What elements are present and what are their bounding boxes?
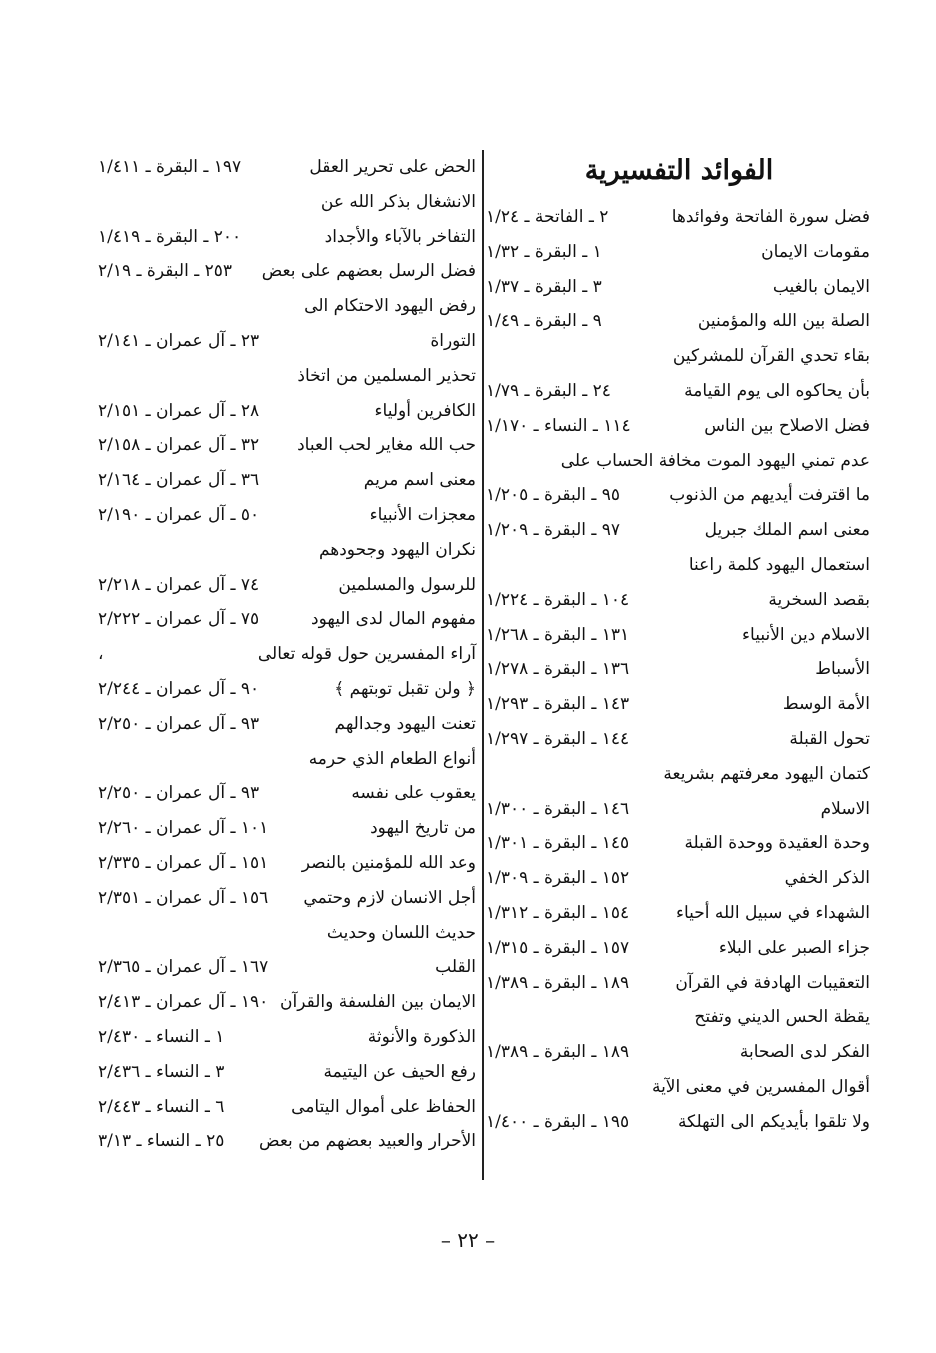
index-entry bbox=[96, 498, 480, 533]
column-divider bbox=[482, 150, 484, 1180]
entry-reference: ٣ ـ النساء ـ ٢/٤٣٦ bbox=[98, 1061, 225, 1082]
index-entry bbox=[484, 1000, 874, 1035]
entry-reference: ١ ـ النساء ـ ٢/٤٣٠ bbox=[98, 1026, 225, 1047]
index-entry bbox=[96, 394, 480, 429]
entry-reference: ١١٤ ـ النساء ـ ١/١٧٠ bbox=[486, 415, 631, 436]
entry-topic: مقومات الايمان bbox=[761, 241, 870, 262]
index-entry bbox=[484, 826, 874, 861]
entry-topic: استعمال اليهود كلمة راعنا bbox=[688, 554, 870, 575]
entry-reference: ١٠١ ـ آل عمران ـ ٢/٢٦٠ bbox=[98, 818, 269, 839]
entry-reference: ١٥٤ ـ البقرة ـ ١/٣١٢ bbox=[486, 902, 630, 923]
entry-topic: القلب bbox=[435, 957, 476, 978]
entry-topic: الأسباط bbox=[815, 659, 870, 680]
entry-reference: ٩ ـ البقرة ـ ١/٤٩ bbox=[486, 311, 602, 332]
index-entry bbox=[484, 513, 874, 548]
entry-topic: الصلة بين الله والمؤمنين bbox=[697, 311, 870, 332]
entry-reference: ٩٣ ـ آل عمران ـ ٢/٢٥٠ bbox=[98, 713, 260, 734]
entry-reference: ٦ ـ النساء ـ ٢/٤٤٣ bbox=[98, 1096, 225, 1117]
entry-reference: ٥٠ ـ آل عمران ـ ٢/١٩٠ bbox=[98, 504, 260, 525]
entry-topic: نكران اليهود وجحودهم bbox=[318, 539, 476, 560]
entry-topic: وعد الله للمؤمنين بالنصر bbox=[301, 852, 476, 873]
index-entry bbox=[484, 304, 874, 339]
entry-topic: الشهداء في سبيل الله أحياء bbox=[675, 902, 870, 923]
entry-reference: ٩٥ ـ البقرة ـ ١/٢٠٥ bbox=[486, 485, 621, 506]
index-entry bbox=[484, 792, 874, 827]
index-entry bbox=[96, 776, 480, 811]
index-entry bbox=[96, 254, 480, 289]
entry-reference: ١٦٧ ـ آل عمران ـ ٢/٣٦٥ bbox=[98, 957, 269, 978]
entry-topic: أجل الانسان لازم وحتمي bbox=[303, 887, 476, 908]
entry-reference: ١٤٤ ـ البقرة ـ ١/٢٩٧ bbox=[486, 728, 630, 749]
entry-reference: ١٣٦ ـ البقرة ـ ١/٢٧٨ bbox=[486, 659, 630, 680]
entry-topic: الذكورة والأنوثة bbox=[367, 1026, 476, 1047]
entry-topic: فضل سورة الفاتحة وفوائدها bbox=[671, 207, 870, 227]
index-entry bbox=[96, 602, 480, 637]
entry-topic: تحذير المسلمين من اتخاذ bbox=[297, 365, 476, 386]
entry-topic: آراء المفسرين حول قوله تعالى bbox=[257, 644, 476, 665]
index-entry bbox=[96, 811, 480, 846]
entry-topic: بقصد السخرية bbox=[768, 589, 870, 610]
index-entry bbox=[484, 861, 874, 896]
entry-topic: الايمان بين الفلسفة والقرآن bbox=[280, 992, 476, 1013]
entry-topic: الأحرار والعبيد بعضهم من بعض bbox=[259, 1131, 476, 1152]
entry-reference: ٩٧ ـ البقرة ـ ١/٢٠٩ bbox=[486, 520, 621, 541]
index-entry bbox=[96, 881, 480, 916]
index-entry bbox=[484, 339, 874, 374]
right-column bbox=[484, 150, 874, 1140]
entry-reference: ٧٤ ـ آل عمران ـ ٢/٢١٨ bbox=[98, 574, 260, 595]
entry-reference: ١٣١ ـ البقرة ـ ١/٢٦٨ bbox=[486, 624, 630, 645]
entry-topic: الذكر الخفي bbox=[784, 868, 870, 889]
entry-topic: الايمان بالغيب bbox=[772, 276, 870, 297]
index-entry bbox=[96, 672, 480, 707]
entry-reference: ٣ ـ البقرة ـ ١/٣٧ bbox=[486, 276, 602, 297]
entry-topic: فضل الرسل بعضهم على بعض bbox=[261, 261, 476, 282]
index-entry bbox=[484, 1070, 874, 1105]
index-entry bbox=[484, 478, 874, 513]
index-entry bbox=[96, 637, 480, 672]
index-entry bbox=[484, 444, 874, 479]
entry-topic: وحدة العقيدة ووحدة القبلة bbox=[684, 833, 870, 854]
entry-reference: ١٨٩ ـ البقرة ـ ١/٣٨٩ bbox=[486, 1042, 630, 1063]
entry-topic: أقوال المفسرين في معنى الآية bbox=[651, 1076, 870, 1097]
entry-reference: ، bbox=[98, 644, 104, 665]
index-entry bbox=[96, 742, 480, 777]
index-entry bbox=[96, 324, 480, 359]
entry-reference: ٣٢ ـ آل عمران ـ ٢/١٥٨ bbox=[98, 435, 260, 456]
entry-reference: ١٥١ ـ آل عمران ـ ٢/٣٣٥ bbox=[98, 852, 269, 873]
entry-topic: ﴿ ولن تقبل توبتهم ﴾ bbox=[334, 678, 476, 699]
entry-reference: ١ ـ البقرة ـ ١/٣٢ bbox=[486, 241, 602, 262]
index-entry bbox=[96, 1124, 480, 1159]
entry-topic: تحول القبلة bbox=[789, 728, 870, 749]
entry-topic: كتمان اليهود معرفتهم بشريعة bbox=[663, 763, 870, 784]
entry-topic: بأن يحاكوه الى يوم القيامة bbox=[684, 380, 870, 401]
index-entry bbox=[96, 985, 480, 1020]
index-entry bbox=[484, 652, 874, 687]
entry-topic: ما اقترفت أيديهم من الذنوب bbox=[669, 485, 870, 506]
index-entry bbox=[96, 1090, 480, 1125]
entry-topic: حب الله مغاير لحب العباد bbox=[297, 435, 476, 456]
entry-topic: التوراة bbox=[430, 330, 476, 351]
index-entry bbox=[484, 896, 874, 931]
entry-topic: رفع الحيف عن اليتيمة bbox=[323, 1061, 476, 1082]
index-entry bbox=[96, 950, 480, 985]
index-entry bbox=[96, 463, 480, 498]
index-entry bbox=[96, 533, 480, 568]
entry-reference: ١٥٢ ـ البقرة ـ ١/٣٠٩ bbox=[486, 868, 630, 889]
index-entry bbox=[484, 757, 874, 792]
index-entry bbox=[484, 966, 874, 1001]
index-entry bbox=[484, 618, 874, 653]
entry-topic: ولا تلقوا بأيديكم الى التهلكة bbox=[677, 1111, 870, 1132]
index-entry bbox=[96, 185, 480, 220]
entry-reference: ١٩٥ ـ البقرة ـ ١/٤٠٠ bbox=[486, 1111, 630, 1132]
left-column bbox=[96, 150, 480, 1159]
entry-topic: الأمة الوسط bbox=[782, 694, 870, 715]
entry-reference: ١٥٧ ـ البقرة ـ ١/٣١٥ bbox=[486, 937, 630, 958]
index-entry bbox=[484, 409, 874, 444]
entry-reference: ٧٥ ـ آل عمران ـ ٢/٢٢٢ bbox=[98, 609, 260, 630]
index-entry bbox=[484, 548, 874, 583]
entry-reference: ٢٥٣ ـ البقرة ـ ٢/١٩ bbox=[98, 261, 233, 282]
index-entry bbox=[484, 722, 874, 757]
entry-reference: ١٥٦ ـ آل عمران ـ ٢/٣٥١ bbox=[98, 887, 269, 908]
entry-topic: رفض اليهود الاحتكام الى bbox=[304, 296, 476, 317]
entry-topic: الحض على تحرير العقل bbox=[309, 157, 476, 177]
index-entry bbox=[484, 270, 874, 305]
index-entry bbox=[96, 1055, 480, 1090]
entry-topic: التعقيبات الهادفة في القرآن bbox=[675, 972, 870, 993]
entry-topic: تعنت اليهود وجدالهم bbox=[334, 713, 476, 734]
entry-reference: ٢٨ ـ آل عمران ـ ٢/١٥١ bbox=[98, 400, 260, 421]
index-entry bbox=[484, 374, 874, 409]
entry-reference: ٣٦ ـ آل عمران ـ ٢/١٦٤ bbox=[98, 470, 260, 491]
entry-topic: يقظة الحس الديني وتفتح bbox=[694, 1007, 870, 1028]
entry-reference: ١٤٦ ـ البقرة ـ ١/٣٠٠ bbox=[486, 798, 630, 819]
entry-topic: الحفاظ على أموال اليتامى bbox=[291, 1096, 476, 1117]
section-heading: الفوائد التفسيرية bbox=[584, 155, 774, 186]
index-entry bbox=[96, 846, 480, 881]
index-entry bbox=[484, 200, 874, 235]
index-entry bbox=[96, 428, 480, 463]
entry-reference: ٩٣ ـ آل عمران ـ ٢/٢٥٠ bbox=[98, 783, 260, 804]
entry-topic: من تاريخ اليهود bbox=[370, 818, 476, 839]
index-entry bbox=[484, 1035, 874, 1070]
entry-reference: ١٩٠ ـ آل عمران ـ ٢/٤١٣ bbox=[98, 992, 269, 1013]
entry-reference: ١٤٥ ـ البقرة ـ ١/٣٠١ bbox=[486, 833, 630, 854]
left-entries bbox=[96, 150, 480, 1159]
index-entry bbox=[96, 150, 480, 185]
right-entries bbox=[484, 200, 874, 1140]
entry-topic: حديث اللسان وحديث bbox=[326, 922, 476, 943]
entry-topic: معنى اسم مريم bbox=[363, 470, 476, 491]
entry-topic: الاسلام دين الأنبياء bbox=[742, 624, 870, 645]
entry-reference: ٢٥ ـ النساء ـ ٣/١٣ bbox=[98, 1131, 225, 1152]
index-entry bbox=[484, 1105, 874, 1140]
entry-topic: جزاء الصبر على البلاء bbox=[718, 937, 870, 958]
index-entry bbox=[484, 687, 874, 722]
entry-reference: ١٠٤ ـ البقرة ـ ١/٢٢٤ bbox=[486, 589, 630, 610]
entry-reference: ٢٤ ـ البقرة ـ ١/٧٩ bbox=[486, 380, 611, 401]
index-entry bbox=[96, 289, 480, 324]
page-number: – ٢٢ – bbox=[440, 1228, 496, 1252]
entry-reference: ١٩٧ ـ البقرة ـ ١/٤١١ bbox=[98, 157, 242, 177]
entry-topic: يعقوب على نفسه bbox=[351, 783, 476, 804]
entry-topic: معنى اسم الملك جبريل bbox=[704, 520, 870, 541]
index-entry bbox=[96, 568, 480, 603]
entry-reference: ٢٠٠ ـ البقرة ـ ١/٤١٩ bbox=[98, 226, 242, 247]
index-entry bbox=[96, 916, 480, 951]
entry-topic: مفهوم المال لدى اليهود bbox=[311, 609, 476, 630]
entry-topic: فضل الاصلاح بين الناس bbox=[704, 415, 870, 436]
index-entry bbox=[96, 359, 480, 394]
index-entry bbox=[484, 235, 874, 270]
entry-topic: الاسلام bbox=[820, 798, 870, 819]
index-entry bbox=[96, 1020, 480, 1055]
entry-topic: الكافرين أولياء bbox=[374, 400, 476, 421]
entry-topic: الفكر لدى الصحابة bbox=[739, 1042, 870, 1063]
entry-reference: ٢ ـ الفاتحة ـ ١/٢٤ bbox=[486, 207, 609, 227]
entry-topic: الانشغال بذكر الله عن bbox=[320, 191, 476, 212]
entry-topic: معجزات الأنبياء bbox=[369, 504, 476, 525]
entry-topic: أنواع الطعام الذي حرمه bbox=[308, 748, 476, 769]
entry-topic: للرسول والمسلمين bbox=[338, 574, 476, 595]
index-entry bbox=[484, 931, 874, 966]
entry-topic: بقاء تحدي القرآن للمشركين bbox=[672, 346, 870, 367]
entry-topic: التفاخر بالآباء والأجداد bbox=[324, 226, 476, 247]
entry-reference: ٢٣ ـ آل عمران ـ ٢/١٤١ bbox=[98, 330, 260, 351]
entry-reference: ٩٠ ـ آل عمران ـ ٢/٢٤٤ bbox=[98, 678, 260, 699]
index-entry bbox=[96, 220, 480, 255]
entry-topic: عدم تمني اليهود الموت مخافة الحساب على bbox=[560, 450, 870, 471]
entry-reference: ١٨٩ ـ البقرة ـ ١/٣٨٩ bbox=[486, 972, 630, 993]
index-entry bbox=[96, 707, 480, 742]
index-entry bbox=[484, 583, 874, 618]
entry-reference: ١٤٣ ـ البقرة ـ ١/٢٩٣ bbox=[486, 694, 630, 715]
